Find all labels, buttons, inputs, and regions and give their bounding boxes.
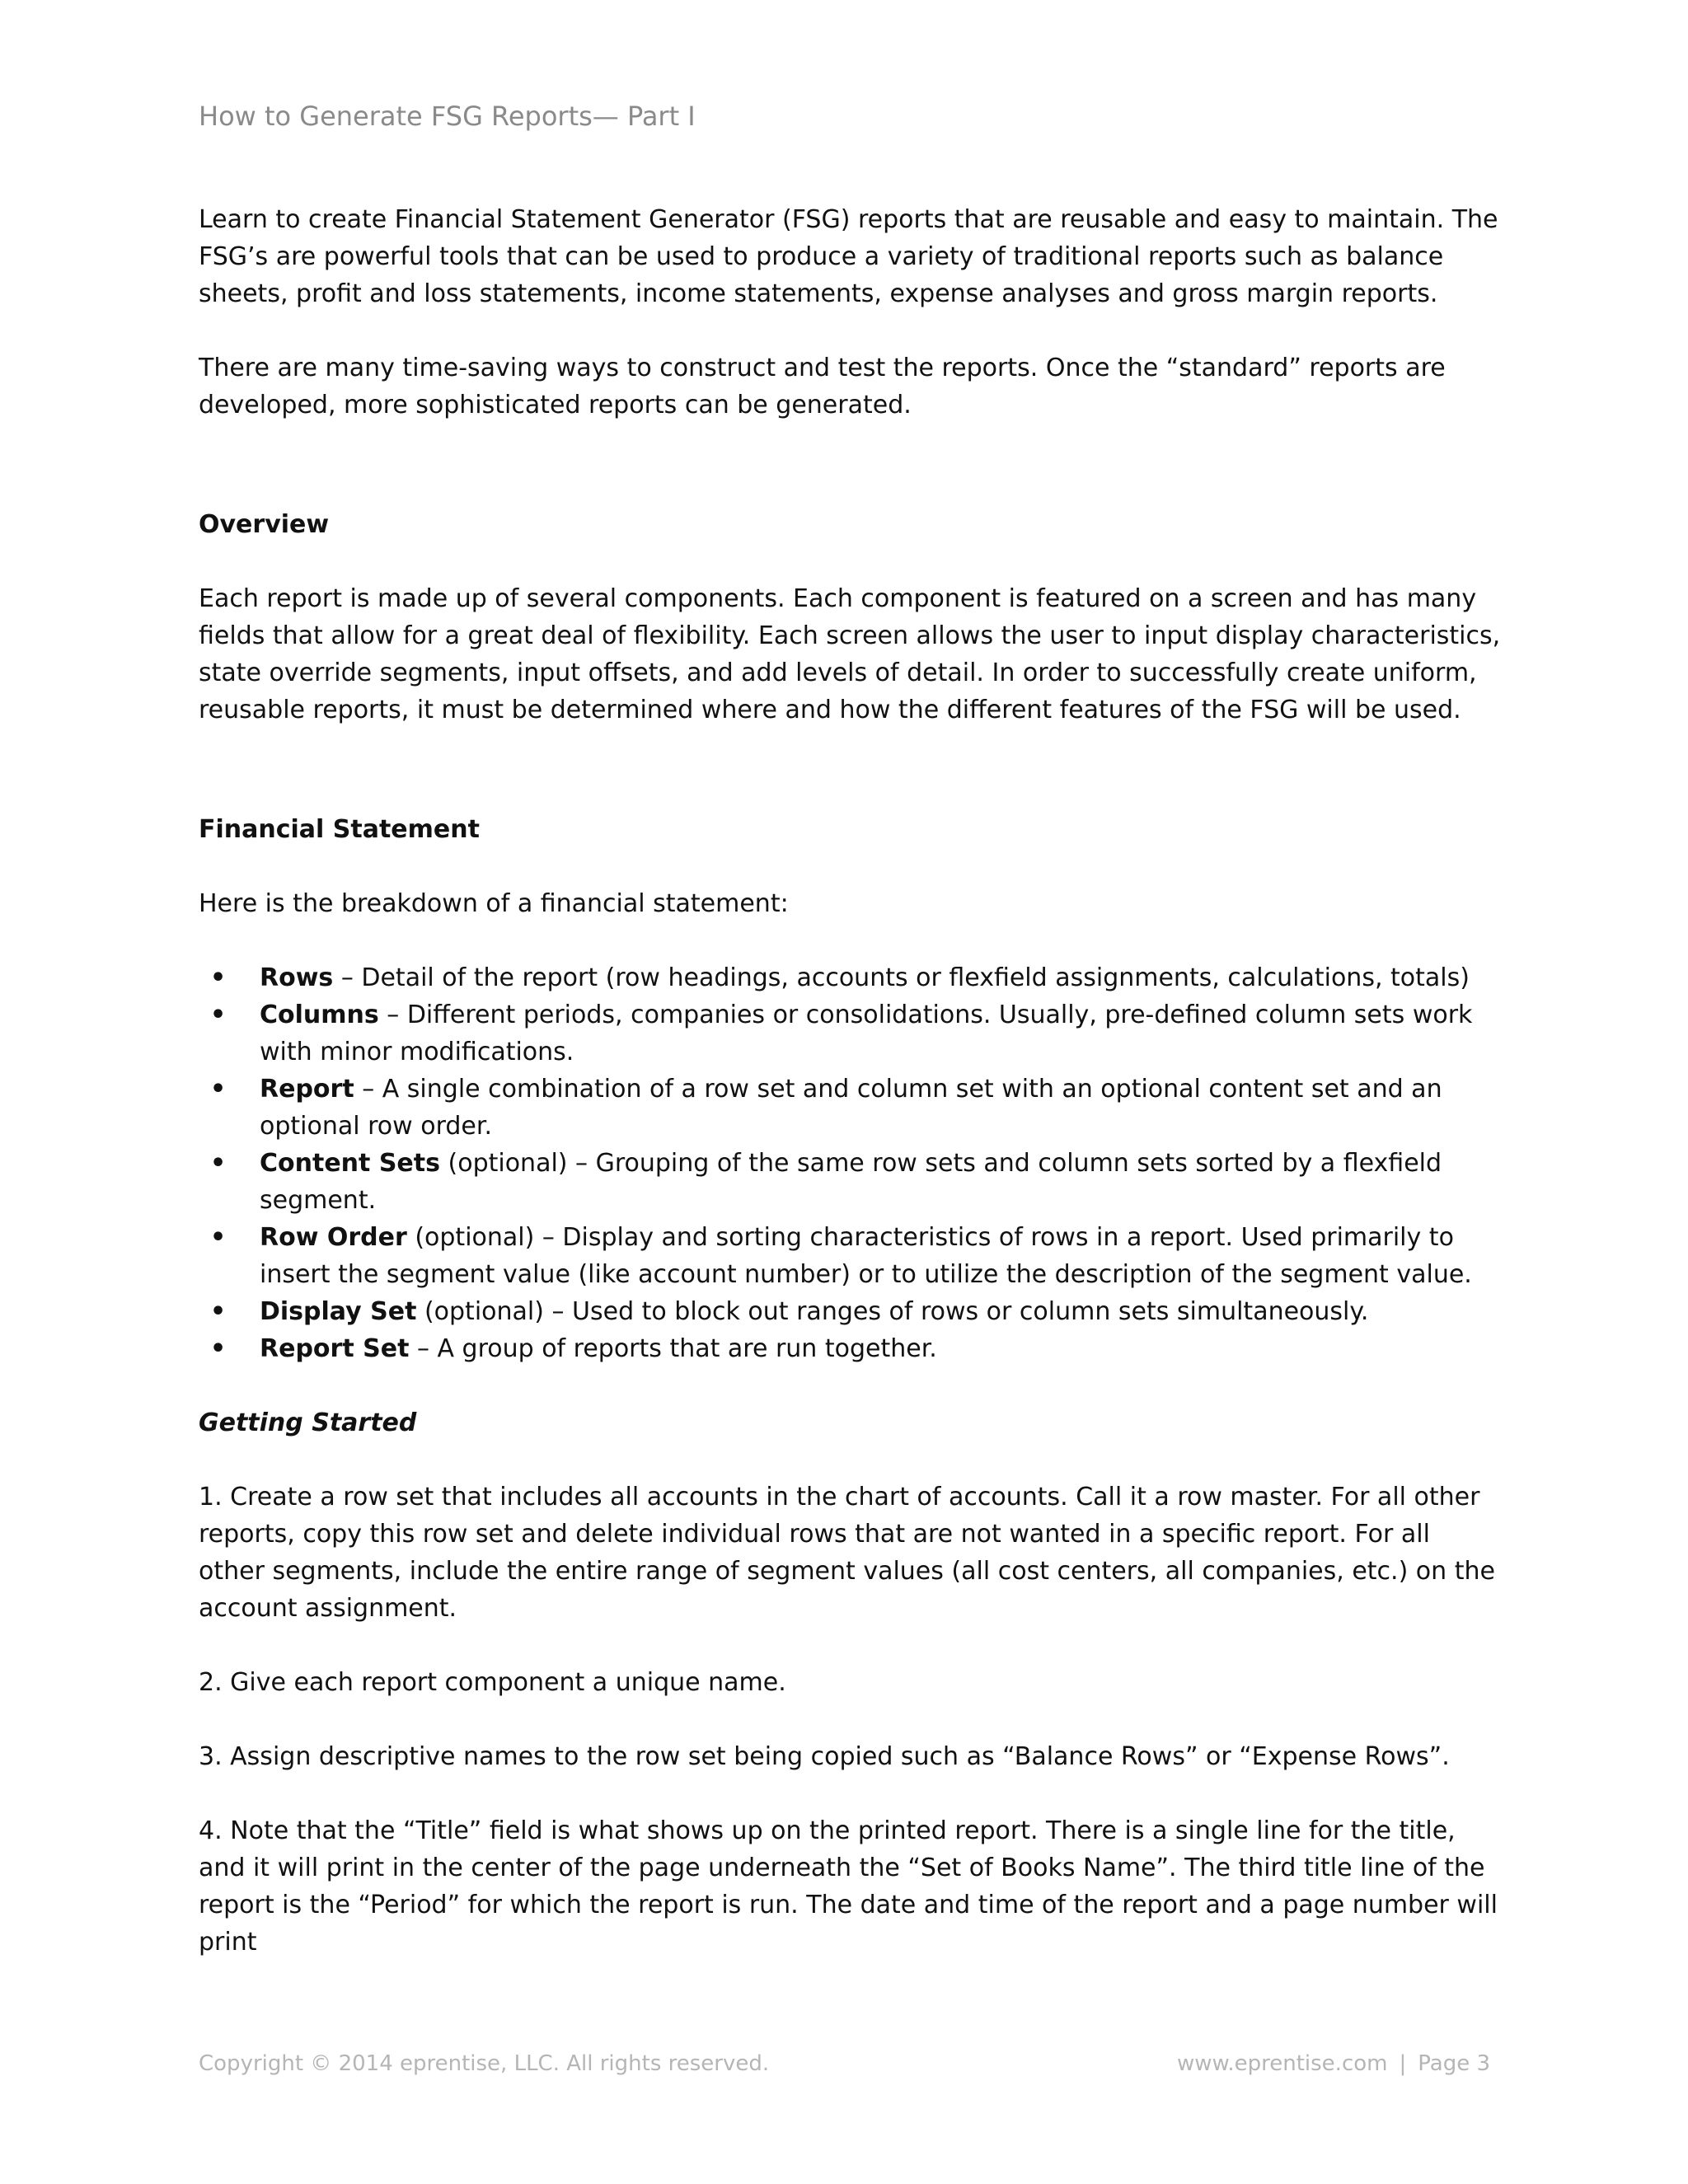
- bullet-icon: •: [210, 1075, 227, 1104]
- list-item-text: – Detail of the report (row headings, accounts or flexfield assignments, calculations, totals): [333, 963, 1470, 992]
- list-item: [199, 1293, 1501, 1330]
- footer-separator: |: [1399, 2051, 1407, 2076]
- list-item-term: Display Set: [260, 1297, 417, 1326]
- list-item-text: (optional) – Used to block out ranges of rows or column sets simultaneously.: [416, 1297, 1369, 1326]
- step-3: 3. Assign descriptive names to the row set being copied such as “Balance Rows” or “Expense Rows”.: [199, 1742, 1450, 1771]
- list-item: [199, 1219, 1501, 1293]
- list-item-term: Content Sets: [260, 1149, 440, 1178]
- footer-website-link[interactable]: www.eprentise.com: [1176, 2051, 1388, 2076]
- list-item: [199, 1145, 1501, 1219]
- list-item: [199, 959, 1501, 996]
- list-item-text: – A single combination of a row set and column set with an optional content set and an optional row order.: [260, 1075, 1442, 1141]
- bullet-icon: •: [210, 1297, 227, 1326]
- list-item: [199, 996, 1501, 1071]
- financial-statement-intro: Here is the breakdown of a financial statement:: [199, 889, 789, 918]
- list-item-text: (optional) – Grouping of the same row sets and column sets sorted by a flexfield segment.: [260, 1149, 1442, 1215]
- running-header: How to Generate FSG Reports— Part I: [199, 101, 696, 132]
- intro-paragraph-2: There are many time-saving ways to construct and test the reports. Once the “standard” reports are developed, more sophisticated reports can be generated.: [199, 354, 1446, 419]
- list-item-text: (optional) – Display and sorting characteristics of rows in a report. Used primarily to insert the segment value (like account number) or to utilize the description of the segment value.: [260, 1223, 1472, 1289]
- list-item: [199, 1330, 1501, 1367]
- list-item: [199, 1071, 1501, 1145]
- step-1: 1. Create a row set that includes all accounts in the chart of accounts. Call it a row master. For all other reports, copy this row set and delete individual rows that are not wanted in a specific report. For all other segments, include the entire range of segment values (all cost centers, all companies, etc.) on the account assignment.: [199, 1483, 1495, 1623]
- footer-copyright: Copyright © 2014 eprentise, LLC. All rights reserved.: [199, 2051, 770, 2076]
- component-list: [199, 959, 1501, 1367]
- body-content: [199, 201, 1501, 1961]
- step-2: 2. Give each report component a unique name.: [199, 1668, 786, 1697]
- page-number: Page 3: [1418, 2051, 1490, 2076]
- step-4: 4. Note that the “Title” field is what shows up on the printed report. There is a single line for the title, and it will print in the center of the page underneath the “Set of Books Name”. The third title line of the report is the “Period” for which the report is run. The date and time of the report and a page number will print: [199, 1816, 1498, 1957]
- intro-paragraph-1: Learn to create Financial Statement Generator (FSG) reports that are reusable and easy to maintain. The FSG’s are powerful tools that can be used to produce a variety of traditional reports such as balance sheets, profit and loss statements, income statements, expense analyses and gross margin reports.: [199, 205, 1498, 308]
- getting-started-heading: Getting Started: [199, 1408, 417, 1437]
- list-item-text: – A group of reports that are run together.: [409, 1334, 937, 1363]
- list-item-term: Rows: [260, 963, 334, 992]
- list-item-term: Report Set: [260, 1334, 410, 1363]
- list-item-term: Report: [260, 1075, 354, 1104]
- bullet-icon: •: [210, 1149, 227, 1178]
- bullet-icon: •: [210, 1334, 227, 1363]
- overview-heading: Overview: [199, 510, 330, 539]
- financial-statement-heading: Financial Statement: [199, 815, 480, 844]
- list-item-term: Columns: [260, 1001, 379, 1029]
- footer-right: [1177, 2051, 1490, 2076]
- bullet-icon: •: [210, 1223, 227, 1252]
- overview-paragraph: Each report is made up of several components. Each component is featured on a screen and has many fields that allow for a great deal of flexibility. Each screen allows the user to input display characteristics, state override segments, input offsets, and add levels of detail. In order to successfully create uniform, reusable reports, it must be determined where and how the different features of the FSG will be used.: [199, 584, 1501, 724]
- bullet-icon: •: [210, 963, 227, 992]
- list-item-term: Row Order: [260, 1223, 407, 1252]
- bullet-icon: •: [210, 1001, 227, 1029]
- list-item-text: – Different periods, companies or consolidations. Usually, pre-defined column sets work with minor modifications.: [260, 1001, 1473, 1066]
